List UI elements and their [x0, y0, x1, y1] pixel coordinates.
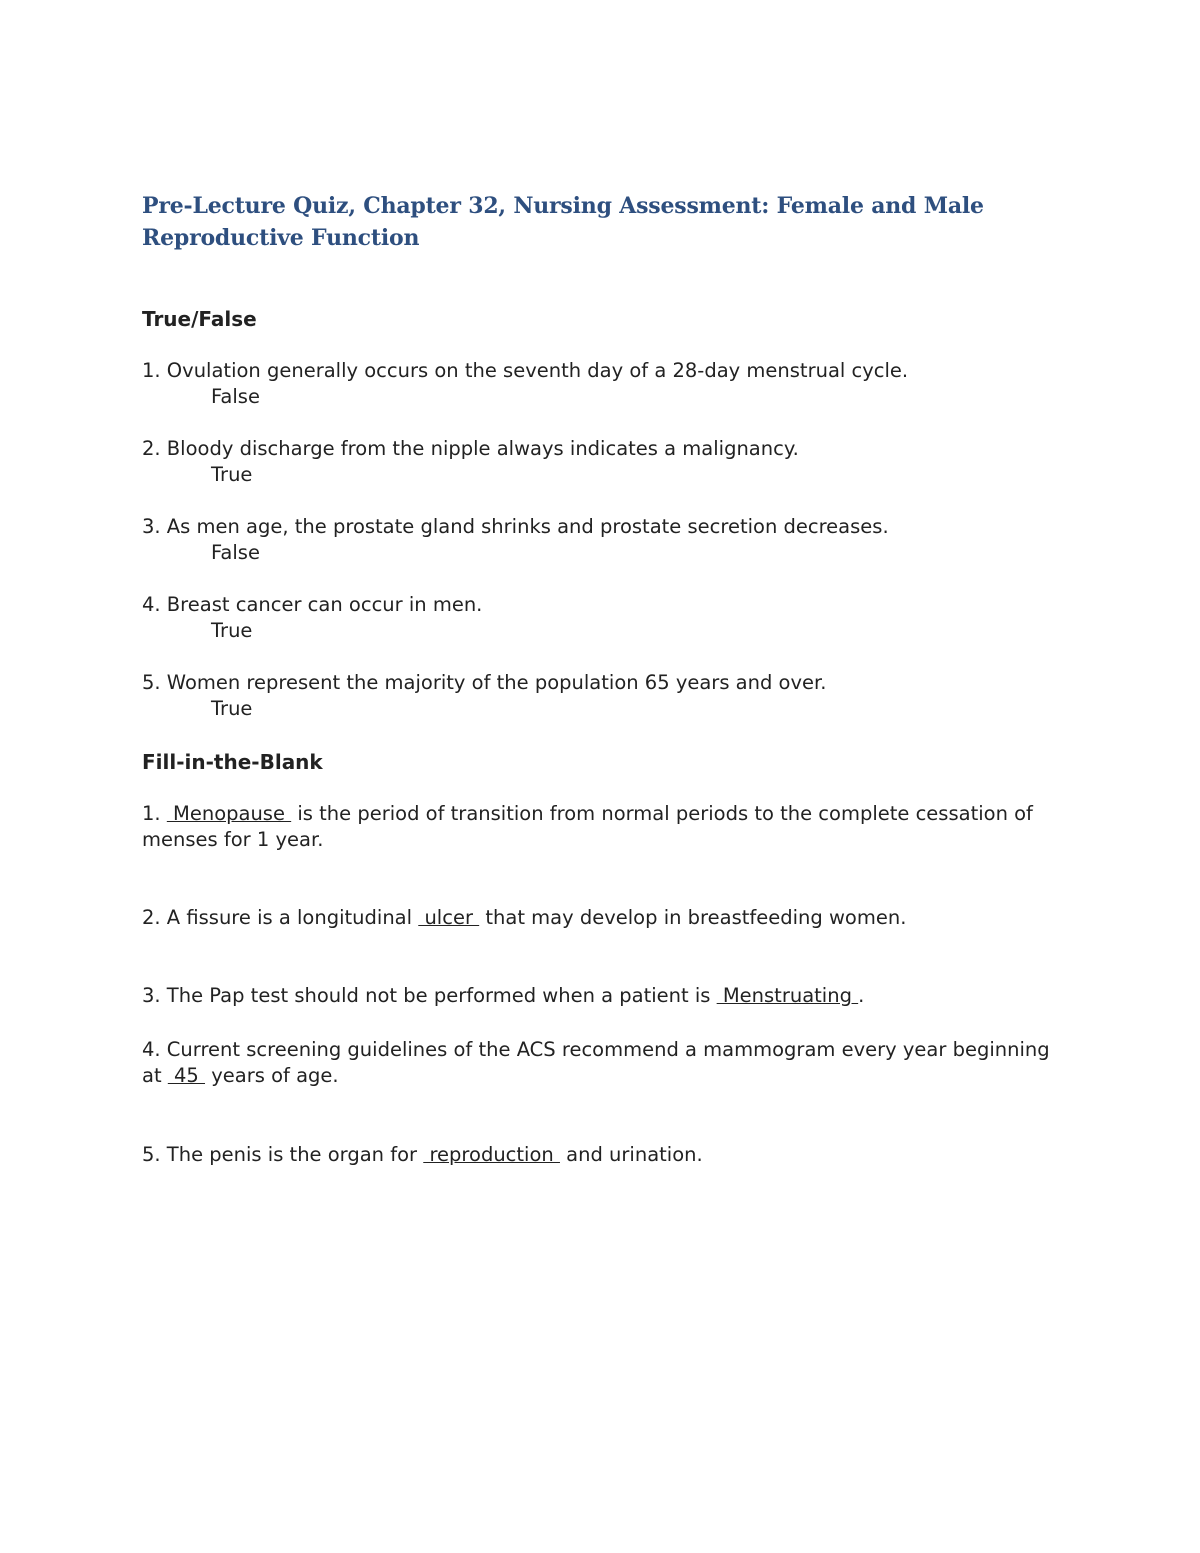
tf-answer: False [211, 541, 260, 564]
true-false-heading: True/False [142, 307, 257, 331]
tf-item-5 [142, 670, 1062, 722]
fib-text-after: . [858, 984, 865, 1007]
tf-question: 1. Ovulation generally occurs on the seventh day of a 28-day menstrual cycle. [142, 359, 909, 382]
document-content [142, 190, 1062, 1168]
fib-text-after: and urination. [559, 1143, 703, 1166]
fib-text-before: 4. Current screening guidelines of the ACS recommend a mammogram every year beginning at [142, 1038, 1050, 1087]
fib-item-5 [142, 1142, 1062, 1168]
fib-answer-blank: Menstruating [716, 984, 859, 1007]
fib-text-before: 5. The penis is the organ for [142, 1143, 424, 1166]
fib-answer-blank: reproduction [423, 1143, 560, 1166]
fib-text-before: 2. A fissure is a longitudinal [142, 906, 419, 929]
tf-item-1 [142, 358, 1062, 410]
title-line-2: Reproductive Function [142, 225, 420, 251]
tf-question: 2. Bloody discharge from the nipple always indicates a malignancy. [142, 437, 799, 460]
fib-answer-blank: ulcer [418, 906, 480, 929]
tf-question: 3. As men age, the prostate gland shrinks and prostate secretion decreases. [142, 515, 889, 538]
fib-item-4 [142, 1037, 1062, 1089]
fib-item-1 [142, 801, 1062, 853]
fib-text-after: years of age. [205, 1064, 339, 1087]
document-title [142, 190, 1062, 254]
tf-answer: False [211, 385, 260, 408]
fib-item-3 [142, 983, 1062, 1009]
fib-text-after: is the period of transition from normal periods to the complete cessation of menses for 1 year. [142, 802, 1033, 851]
tf-item-4 [142, 592, 1062, 644]
fib-text-before: 1. [142, 802, 167, 825]
fib-answer-blank: 45 [167, 1064, 206, 1087]
fib-text-after: that may develop in breastfeeding women. [479, 906, 907, 929]
tf-question: 5. Women represent the majority of the population 65 years and over. [142, 671, 827, 694]
tf-answer: True [211, 463, 253, 486]
fib-answer-blank: Menopause [166, 802, 292, 825]
tf-question: 4. Breast cancer can occur in men. [142, 593, 483, 616]
tf-answer: True [211, 697, 253, 720]
tf-answer: True [211, 619, 253, 642]
tf-item-2 [142, 436, 1062, 488]
fib-text-before: 3. The Pap test should not be performed when a patient is [142, 984, 717, 1007]
fib-item-2 [142, 905, 1062, 931]
fill-in-blank-heading: Fill-in-the-Blank [142, 750, 323, 774]
title-line-1: Pre-Lecture Quiz, Chapter 32, Nursing Assessment: Female and Male [142, 193, 984, 219]
tf-item-3 [142, 514, 1062, 566]
